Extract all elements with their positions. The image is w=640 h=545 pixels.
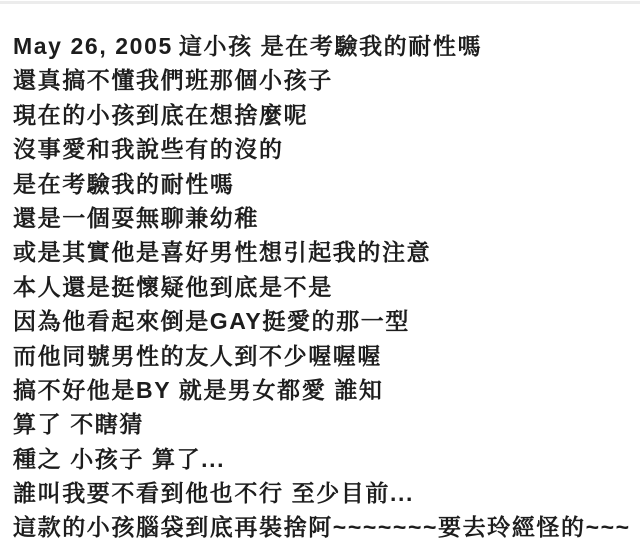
post-body-line: 而他同號男性的友人到不少喔喔喔: [13, 342, 382, 369]
post-body-line: 誰叫我要不看到他也不行 至少目前...: [13, 480, 414, 507]
post-body-line: 搞不好他是BY 就是男女都愛 誰知: [13, 376, 384, 403]
post-body-line: 因為他看起來倒是GAY挺愛的那一型: [13, 308, 410, 335]
post-body-line: 還是一個耍無聊兼幼稚: [13, 204, 259, 231]
post-date: May 26, 2005: [13, 33, 173, 59]
post-title: 這小孩 是在考驗我的耐性嗎: [178, 33, 483, 59]
post-body-line: 種之 小孩子 算了...: [13, 445, 226, 472]
diary-post: [13, 29, 633, 545]
post-body-line: 是在考驗我的耐性嗎: [13, 170, 235, 197]
post-body-line: 或是其實他是喜好男性想引起我的注意: [13, 239, 432, 266]
post-body-line: 還真搞不懂我們班那個小孩子: [13, 67, 333, 94]
post-title-line: [13, 29, 633, 63]
post-body-line: 本人還是挺懷疑他到底是不是: [13, 273, 333, 300]
post-body-line: 沒事愛和我說些有的沒的: [13, 136, 284, 163]
window-top-edge: [0, 1, 640, 4]
post-body-line: 算了 不瞎猜: [13, 411, 144, 438]
post-body-line: 這款的小孩腦袋到底再裝捨阿~~~~~~~要去玲經怪的~~~: [13, 514, 631, 541]
post-body-line: 現在的小孩到底在想捨麼呢: [13, 101, 309, 128]
